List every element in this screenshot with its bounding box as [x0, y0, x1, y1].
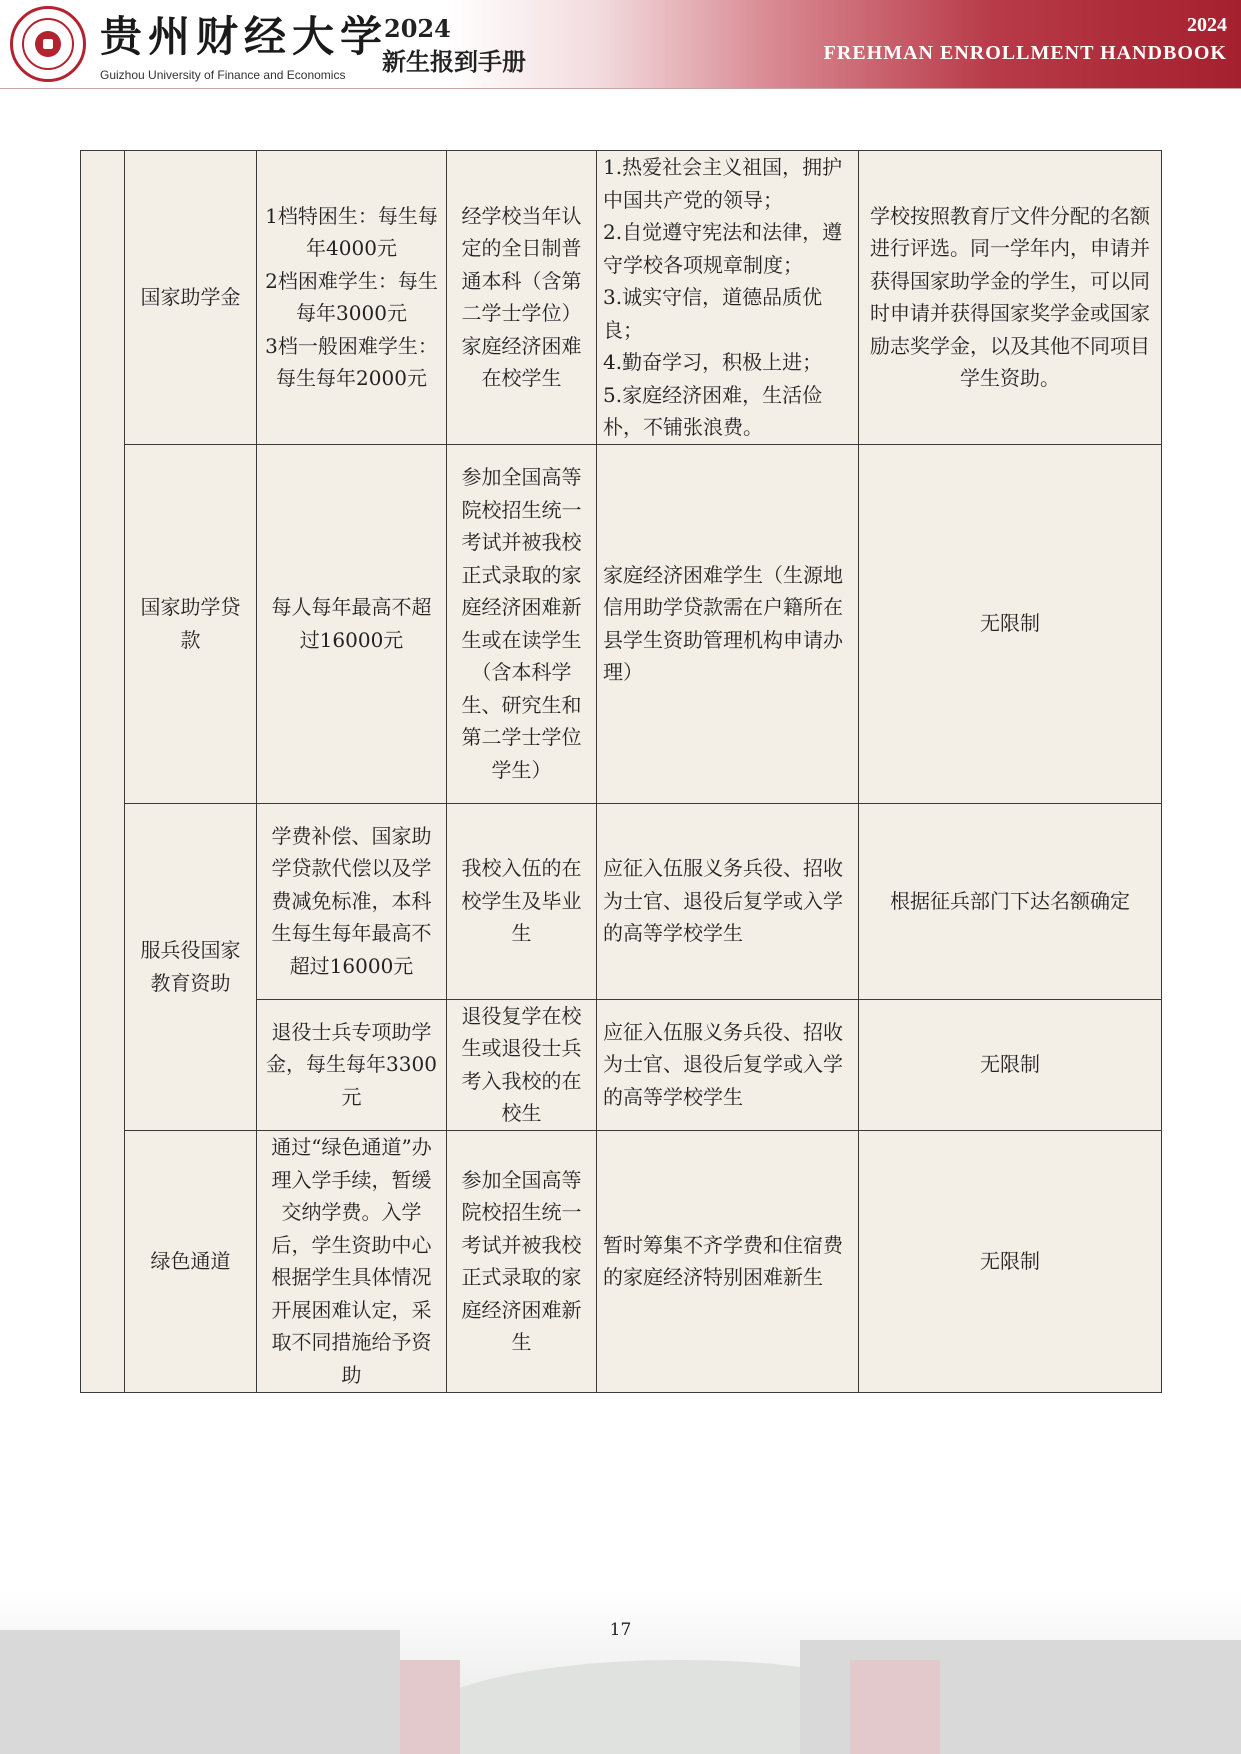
handbook-year: 2024	[384, 14, 451, 43]
aid-name-cell: 服兵役国家教育资助	[125, 803, 257, 1130]
condition-line: 3.诚实守信，道德品质优良；	[603, 285, 823, 342]
aid-target-cell: 参加全国高等院校招生统一考试并被我校正式录取的家庭经济困难新生或在读学生（含本科学生、研究生和第二学士学位学生）	[447, 444, 597, 803]
page-number: 17	[609, 1620, 632, 1640]
university-seal-logo	[10, 6, 86, 82]
aid-standard-cell: 每人每年最高不超过16000元	[257, 444, 447, 803]
university-name-en: Guizhou University of Finance and Economics	[100, 68, 346, 82]
handbook-year-en: 2024	[1187, 14, 1227, 36]
aid-target-cell: 退役复学在校生或退役士兵考入我校的在校生	[447, 999, 597, 1130]
aid-standard-cell	[257, 151, 447, 445]
seal-core	[35, 31, 61, 57]
condition-line: 1.热爱社会主义祖国，拥护中国共产党的领导；	[603, 155, 843, 212]
standard-line: 2档困难学生：每生每年3000元	[265, 268, 438, 326]
aid-name-cell: 国家助学金	[125, 151, 257, 445]
student-aid-table	[80, 150, 1162, 1393]
aid-quota-cell: 学校按照教育厅文件分配的名额进行评选。同一学年内，申请并获得国家助学金的学生，可以同时申请并获得国家奖学金或国家励志奖学金，以及其他不同项目学生资助。	[859, 151, 1162, 445]
university-name-cn: 贵州财经大学	[100, 12, 389, 61]
aid-name-cell: 国家助学贷款	[125, 444, 257, 803]
aid-conditions-cell: 应征入伍服义务兵役、招收为士官、退役后复学或入学的高等学校学生	[597, 803, 859, 999]
aid-conditions-cell: 家庭经济困难学生（生源地信用助学贷款需在户籍所在县学生资助管理机构申请办理）	[597, 444, 859, 803]
gate-tower-left	[400, 1660, 460, 1754]
building-left	[0, 1630, 400, 1754]
aid-standard-cell: 学费补偿、国家助学贷款代偿以及学费减免标准，本科生每生每年最高不超过16000元	[257, 803, 447, 999]
table-row	[81, 803, 1162, 999]
aid-quota-cell: 无限制	[859, 999, 1162, 1130]
aid-conditions-cell: 暂时筹集不齐学费和住宿费的家庭经济特别困难新生	[597, 1130, 859, 1392]
aid-target-cell: 参加全国高等院校招生统一考试并被我校正式录取的家庭经济困难新生	[447, 1130, 597, 1392]
aid-standard-cell: 退役士兵专项助学金，每生每年3300元	[257, 999, 447, 1130]
aid-name-cell: 绿色通道	[125, 1130, 257, 1392]
aid-quota-cell: 无限制	[859, 444, 1162, 803]
aid-quota-cell: 根据征兵部门下达名额确定	[859, 803, 1162, 999]
standard-line: 1档特困生：每生每年4000元	[265, 203, 438, 261]
table-row	[81, 151, 1162, 445]
page-header	[0, 0, 1241, 89]
aid-target-cell: 经学校当年认定的全日制普通本科（含第二学士学位）家庭经济困难在校学生	[447, 151, 597, 445]
aid-target-cell: 我校入伍的在校学生及毕业生	[447, 803, 597, 999]
handbook-title-en: FREHMAN ENROLLMENT HANDBOOK	[823, 42, 1227, 64]
handbook-title: 新生报到手册	[382, 48, 526, 76]
aid-conditions-cell	[597, 151, 859, 445]
table-row	[81, 444, 1162, 803]
aid-quota-cell: 无限制	[859, 1130, 1162, 1392]
table-row	[81, 1130, 1162, 1392]
campus-photo-footer	[0, 1590, 1241, 1754]
condition-line: 5.家庭经济困难，生活俭朴，不铺张浪费。	[603, 382, 823, 439]
category-cell	[81, 151, 125, 1393]
standard-line: 3档一般困难学生：每生每年2000元	[265, 333, 438, 391]
condition-line: 2.自觉遵守宪法和法律，遵守学校各项规章制度；	[603, 220, 843, 277]
gate-tower-right	[850, 1660, 940, 1754]
condition-line: 4.勤奋学习，积极上进；	[603, 350, 823, 374]
aid-standard-cell: 通过“绿色通道”办理入学手续，暂缓交纳学费。入学后，学生资助中心根据学生具体情况开展困难认定，采取不同措施给予资助	[257, 1130, 447, 1392]
aid-conditions-cell: 应征入伍服义务兵役、招收为士官、退役后复学或入学的高等学校学生	[597, 999, 859, 1130]
